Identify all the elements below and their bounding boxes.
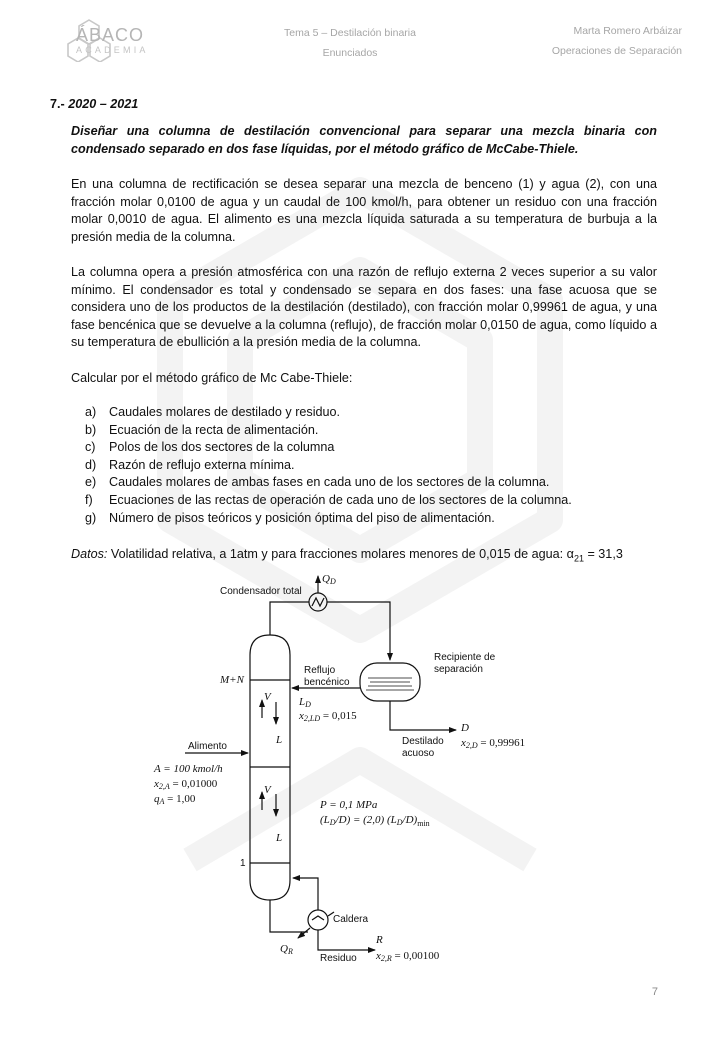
- alpha-subscript: 21: [573, 553, 584, 564]
- problem-heading: [50, 97, 138, 111]
- vapor-line: [270, 602, 309, 635]
- residue-line: [318, 930, 375, 950]
- pressure-label: P = 0,1 MPa: [320, 799, 378, 811]
- list-item: d) Razón de reflujo externa mínima.: [85, 457, 295, 472]
- vapor-label-bottom: V: [264, 784, 271, 796]
- data-text: Volatilidad relativa, a 1atm y para fracciones molares menores de 0,015 de agua:: [107, 547, 567, 561]
- x2d-label: x2,D = 0,99961: [461, 737, 526, 750]
- data-label: Datos:: [71, 547, 108, 561]
- x2r-label: x2,R = 0,00100: [376, 950, 440, 963]
- separator-label-1: Recipiente de: [434, 652, 496, 663]
- page-number: 7: [651, 986, 658, 998]
- header-section: Enunciados: [322, 47, 378, 59]
- problem-title: Diseñar una columna de destilación convencional para separar una mezcla binaria con condensado separado en dos fase líquidas, por el método gráfico de McCabe-Thiele.: [71, 124, 657, 156]
- logo-name: ÁBACO: [76, 25, 145, 45]
- distillate-label-1: Destilado: [402, 736, 444, 747]
- reboiler-return-line: [293, 878, 318, 910]
- bottoms-line: [270, 900, 308, 932]
- header-course: Operaciones de Separación: [551, 45, 682, 57]
- question-prompt: Calcular por el método gráfico de Mc Cabe-Thiele:: [71, 371, 353, 385]
- problem-year: 2020 – 2021: [68, 97, 139, 111]
- distillate-d-label: D: [461, 722, 469, 734]
- alpha-value: = 31,3: [583, 547, 623, 561]
- header-author: Marta Romero Arbáizar: [573, 25, 682, 37]
- x2ld-label: x2,LD = 0,015: [299, 710, 357, 723]
- x2a-label: x2,A = 0,01000: [154, 778, 218, 791]
- stage-mn-label: M+N: [220, 674, 244, 686]
- feed-flow-label: A = 100 kmol/h: [154, 763, 223, 775]
- separator-label-2: separación: [434, 664, 483, 675]
- list-item: f) Ecuaciones de las rectas de operación de cada uno de los sectores de la columna.: [85, 492, 572, 507]
- distillate-label-2: acuoso: [402, 748, 435, 759]
- reflux-label-1: Reflujo: [304, 665, 336, 676]
- condensate-line: [327, 602, 390, 660]
- reflux-ratio-label: (LD/D) = (2,0) $(LD/D)_{min}$: [320, 814, 430, 828]
- stage-1-label: 1: [240, 858, 246, 869]
- alpha-symbol: α: [566, 547, 574, 561]
- liquid-label-bottom: L: [276, 832, 283, 844]
- ld-label: LD: [299, 696, 311, 709]
- paragraph-2: La columna opera a presión atmosférica con una razón de reflujo externa 2 veces superior a su valor mínimo. El condensador es total y condensado se separa en dos fases: una fase acuosa que se considera uno de los productos de la destilación (destilado), con fracción molar 0,99961 de agua, y una fase bencénica que se devuelve a la columna (reflujo), de fracción molar 0,0150 de agua, como líquido a su temperatura de ebullición a la presión media de la columna.: [71, 265, 657, 350]
- paragraph-1: En una columna de rectificación se desea separar una mezcla de benceno (1) y agua (2), con una fracción molar 0,0100 de agua y un caudal de 100 kmol/h, para obtener un residuo con una fracción molar 0,0010 de agua. El alimento es una mezcla líquida saturada a su temperatura de burbuja a la presión media de la columna.: [71, 177, 657, 244]
- qd-label: QD: [322, 573, 336, 586]
- qr-label: QR: [280, 943, 293, 956]
- distillate-line: [390, 701, 456, 730]
- logo-subtitle: ACADEMIA: [76, 45, 149, 55]
- list-item: e) Caudales molares de ambas fases en cada uno de los sectores de la columna.: [85, 475, 550, 490]
- residue-r-label: R: [376, 934, 383, 946]
- residue-label: Residuo: [320, 953, 357, 964]
- liquid-label-top: L: [276, 734, 283, 746]
- vapor-label-top: V: [264, 691, 271, 703]
- header-topic: Tema 5 – Destilación binaria: [284, 27, 416, 39]
- distillation-column-diagram: [140, 560, 560, 980]
- question-list: [71, 404, 657, 527]
- list-item: b) Ecuación de la recta de alimentación.: [85, 422, 319, 437]
- reflux-label-2: bencénico: [304, 677, 350, 688]
- condenser-label: Condensador total: [220, 586, 302, 597]
- list-item: a) Caudales molares de destilado y residuo.: [85, 405, 341, 419]
- qa-label: qA = 1,00: [154, 793, 196, 806]
- problem-number: 7.-: [50, 97, 65, 111]
- reboiler-label: Caldera: [333, 914, 369, 925]
- feed-label: Alimento: [188, 741, 227, 752]
- list-item: c) Polos de los dos sectores de la columna: [85, 440, 335, 455]
- list-item: g) Número de pisos teóricos y posición óptima del piso de alimentación.: [85, 510, 495, 525]
- reboiler-icon: [308, 910, 328, 930]
